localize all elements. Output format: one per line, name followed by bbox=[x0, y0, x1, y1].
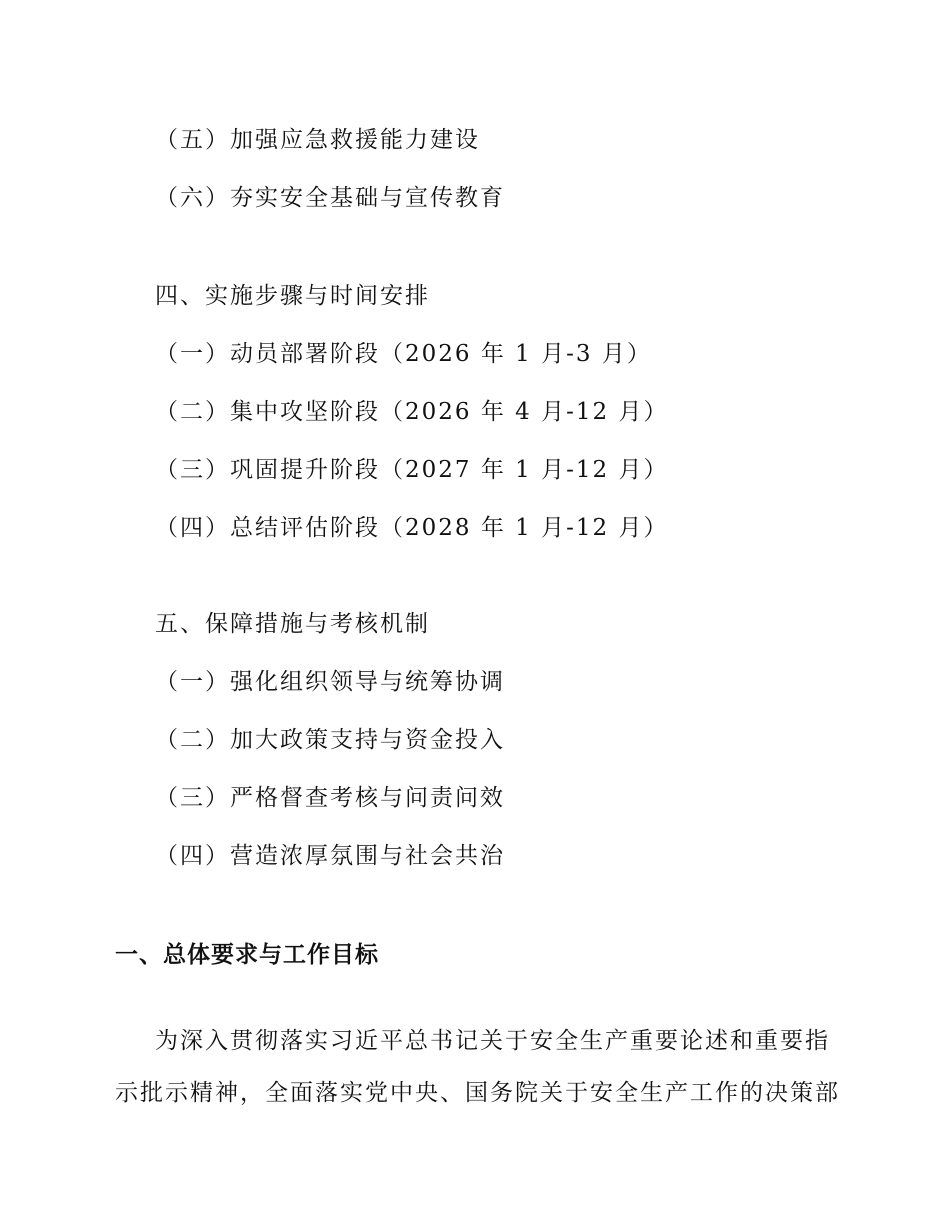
section-4-item-1: （一）动员部署阶段（2026 年 1 月-3 月） bbox=[155, 341, 652, 367]
chapter-1-heading: 一、总体要求与工作目标 bbox=[115, 942, 379, 968]
paragraph-line-2: 示批示精神，全面落实党中央、国务院关于安全生产工作的决策部 bbox=[115, 1080, 840, 1106]
section-5-item-4: （四）营造浓厚氛围与社会共治 bbox=[155, 843, 505, 869]
section-5-item-3: （三）严格督查考核与问责问效 bbox=[155, 785, 505, 811]
section-4-item-4: （四）总结评估阶段（2028 年 1 月-12 月） bbox=[155, 515, 669, 541]
section-5-item-2: （二）加大政策支持与资金投入 bbox=[155, 727, 505, 753]
section-4-item-3: （三）巩固提升阶段（2027 年 1 月-12 月） bbox=[155, 457, 669, 483]
section-5-item-1: （一）强化组织领导与统筹协调 bbox=[155, 669, 505, 695]
section-4-title: 四、实施步骤与时间安排 bbox=[155, 283, 430, 309]
outline-item-6: （六）夯实安全基础与宣传教育 bbox=[155, 185, 505, 211]
chapter-1-paragraph bbox=[115, 1015, 840, 1119]
section-4-item-2: （二）集中攻坚阶段（2026 年 4 月-12 月） bbox=[155, 399, 669, 425]
outline-item-5: （五）加强应急救援能力建设 bbox=[155, 127, 480, 153]
paragraph-line-1: 为深入贯彻落实习近平总书记关于安全生产重要论述和重要指 bbox=[155, 1028, 830, 1054]
section-5-title: 五、保障措施与考核机制 bbox=[155, 611, 430, 637]
